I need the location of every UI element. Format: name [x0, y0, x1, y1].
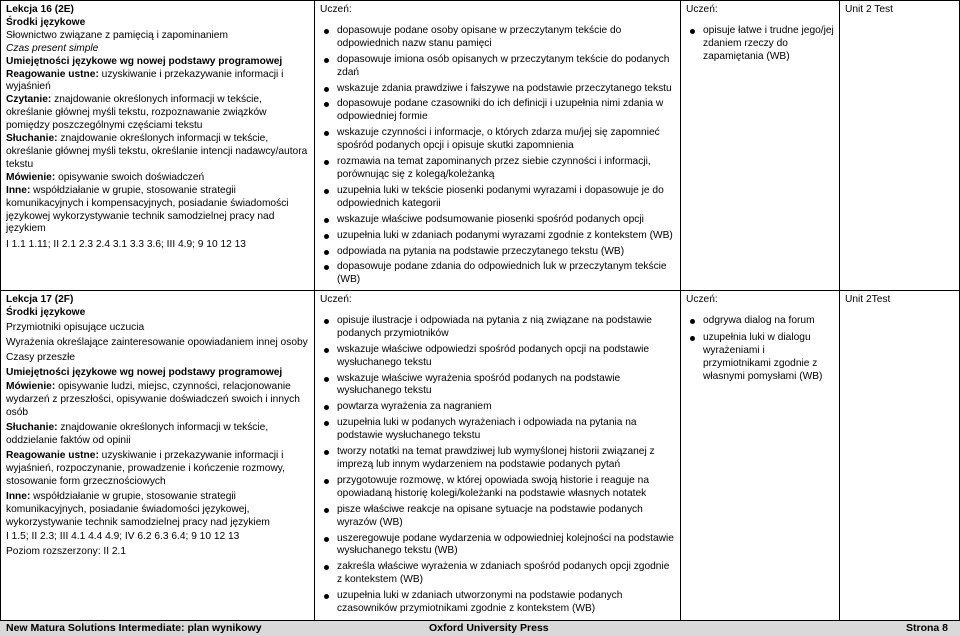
list-item: uszeregowuje podane wydarzenia w odpowiedniej kolejności na podstawie wysłuchanego tekstu (WB)	[320, 533, 675, 559]
list-item: odgrywa dialog na forum	[686, 315, 834, 328]
skill-label: Mówienie:	[6, 381, 56, 393]
list-item: uzupełnia luki w dialogu wyrażeniami i przymiotnikami zgodnie z własnymi pomysłami (WB)	[686, 332, 834, 384]
lesson-16-description	[1, 1, 314, 290]
section-heading: Środki językowe	[6, 16, 86, 28]
skill-label: Czytanie:	[6, 94, 52, 106]
skill-text: współdziałanie w grupie, stosowanie strategii komunikacyjnych, posiadanie świadomości językowej, wykorzystywanie technik samodzielnej pracy nad językiem	[6, 490, 270, 528]
skill-czytanie	[6, 94, 309, 133]
skill-mowienie	[6, 381, 309, 420]
language-item: Słownictwo związane z pamięcią i zapominaniem	[6, 29, 228, 41]
outcomes-list	[686, 315, 834, 384]
skill-reagowanie	[6, 69, 309, 95]
skill-label: Reagowanie ustne:	[6, 68, 99, 80]
skill-text: znajdowanie określonych informacji w tekście, oddzielanie faktów od opinii	[6, 422, 269, 447]
skill-inne	[6, 185, 309, 237]
skill-label: Mówienie:	[6, 171, 56, 183]
language-item: Przymiotniki opisujące uczucia	[6, 321, 145, 333]
list-item: dopasowuje podane zdania do odpowiednich luk w przeczytanym tekście (WB)	[320, 261, 675, 287]
lesson-16-basic-outcomes	[315, 1, 680, 290]
list-item: powtarza wyrażenia za nagraniem	[320, 401, 675, 414]
skill-label: Słuchanie:	[6, 422, 58, 434]
unit-test-label: Unit 2 Test	[845, 4, 893, 15]
lesson-16-assessment	[840, 1, 959, 290]
skill-sluchanie	[6, 422, 309, 448]
skill-text: znajdowanie określonych informacji w tekście, określanie głównej myśli tekstu, określanie intencji nadawcy/autora tekstu	[6, 133, 308, 170]
outcomes-list	[320, 315, 675, 616]
section-heading: Środki językowe	[6, 306, 86, 318]
language-item: Czasy przeszłe	[6, 351, 76, 363]
section-heading: Umiejętności językowe wg nowej podstawy programowej	[6, 55, 283, 67]
list-item: pisze właściwe reakcje na opisane sytuacje na podstawie podanych wyrazów (WB)	[320, 504, 675, 530]
list-item: wskazuje właściwe odpowiedzi spośród podanych opcji na podstawie wysłuchanego tekstu	[320, 344, 675, 370]
skill-text: opisywanie swoich doświadczeń	[55, 171, 205, 183]
skill-label: Inne:	[6, 184, 31, 196]
outcomes-list	[686, 25, 834, 64]
list-item: dopasowuje podane czasowniki do ich definicji i uzupełnia nimi zdania w odpowiedniej formie	[320, 98, 675, 124]
section-heading: Umiejętności językowe wg nowej podstawy programowej	[6, 366, 283, 378]
list-item: opisuje łatwe i trudne jego/jej zdaniem rzeczy do zapamiętania (WB)	[686, 25, 834, 64]
skill-text: współdziałanie w grupie, stosowanie strategii komunikacyjnych i kompensacyjnych, posiadanie świadomości językowej wykorzystywanie technik samodzielnej pracy nad językiem	[6, 184, 289, 235]
uczen-label: Uczeń:	[320, 294, 352, 305]
footer-title: New Matura Solutions Intermediate: plan wynikowy	[6, 622, 262, 634]
page-number: Strona 8	[905, 622, 948, 634]
outcomes-list	[320, 25, 675, 287]
skill-sluchanie	[6, 133, 309, 172]
list-item: wskazuje czynności i informacje, o których zdarza mu/jej się zapomnieć spośród podanych opcji i opisuje skutki zapomnienia	[320, 127, 675, 153]
skill-text: uzyskiwanie i przekazywanie informacji i wyjaśnień	[6, 68, 284, 93]
uczen-label: Uczeń:	[320, 4, 352, 15]
list-item: tworzy notatki na temat prawdziwej lub wymyślonej historii związanej z imprezą lub innym wydarzeniem na podstawie podanych pytań	[320, 446, 675, 472]
list-item: wskazuje właściwe podsumowanie piosenki spośród podanych opcji	[320, 214, 675, 227]
lesson-17-assessment	[840, 291, 959, 620]
uczen-label: Uczeń:	[686, 4, 718, 15]
list-item: przygotowuje rozmowę, w której opowiada swoją historie i reaguje na opowiadaną historię kolegi/koleżanki na podstawie własnych notatek	[320, 475, 675, 501]
list-item: uzupełnia luki w zdaniach utworzonymi na podstawie podanych czasowników przymiotnikami zgodnie z kontekstem (WB)	[320, 590, 675, 616]
list-item: uzupełnia luki w zdaniach podanymi wyrazami zgodnie z kontekstem (WB)	[320, 230, 675, 243]
list-item: uzupełnia luki w tekście piosenki podanymi wyrazami i dopasowuje je do odpowiednich kategorii	[320, 185, 675, 211]
list-item: odpowiada na pytania na podstawie przeczytanego tekstu (WB)	[320, 246, 675, 259]
list-item: dopasowuje podane osoby opisane w przeczytanym tekście do odpowiednich nazw stanu pamięci	[320, 25, 675, 51]
unit-test-label: Unit 2Test	[845, 294, 891, 305]
page-footer	[0, 620, 960, 636]
list-item: zakreśla właściwe wyrażenia w zdaniach spośród podanych opcji zgodnie z kontekstem (WB)	[320, 561, 675, 587]
skill-label: Inne:	[6, 490, 31, 502]
skill-mowienie	[6, 172, 309, 185]
list-item: opisuje ilustracje i odpowiada na pytania z nią związane na podstawie podanych przymiotników	[320, 315, 675, 341]
list-item: dopasowuje imiona osób opisanych w przeczytanym tekście do podanych zdań	[320, 54, 675, 80]
skill-text: uzyskiwanie i przekazywanie informacji i wyjaśnień, rozpoczynanie, prowadzenie i kończenie rozmowy, stosowanie form grzecznościowych	[6, 449, 285, 487]
curriculum-codes: I 1.1 1.11; II 2.1 2.3 2.4 3.1 3.3 3.6; III 4.9; 9 10 12 13	[6, 239, 246, 251]
skill-text: znajdowanie określonych informacji w tekście, określanie głównej myśli tekstu, rozpoznawanie związków pomiędzy poszczególnymi częściami tekstu	[6, 94, 267, 132]
lesson-17-extended-outcomes	[681, 291, 839, 620]
skill-text: opisywanie ludzi, miejsc, czynności, relacjonowanie wydarzeń z przeszłości, opisywanie doświadczeń swoich i innych osób	[6, 381, 300, 419]
list-item: rozmawia na temat zapominanych przez siebie czynności i informacji, porównując się z kolegą/koleżanką	[320, 156, 675, 182]
lesson-title: Lekcja 16 (2E)	[6, 4, 74, 15]
list-item: wskazuje zdania prawdziwe i fałszywe na podstawie przeczytanego tekstu	[320, 83, 675, 96]
uczen-label: Uczeń:	[686, 294, 718, 305]
footer-publisher: Oxford University Press	[429, 622, 549, 634]
language-item: Wyrażenia określające zainteresowanie opowiadaniem innej osoby	[6, 336, 308, 348]
skill-label: Słuchanie:	[6, 133, 58, 145]
skill-reagowanie	[6, 450, 309, 489]
list-item: uzupełnia luki w podanych wyrażeniach i odpowiada na pytania na podstawie wysłuchanego tekstu	[320, 417, 675, 443]
extended-level-codes: Poziom rozszerzony: II 2.1	[6, 546, 127, 558]
lesson-16-extended-outcomes	[681, 1, 839, 290]
lesson-17-description	[1, 291, 314, 620]
skill-inne	[6, 491, 309, 530]
lesson-17-basic-outcomes	[315, 291, 680, 620]
lesson-title: Lekcja 17 (2F)	[6, 294, 74, 305]
language-item: Czas present simple	[6, 42, 99, 54]
list-item: wskazuje właściwe wyrażenia spośród podanych na podstawie wysłuchanego tekstu	[320, 373, 675, 399]
curriculum-codes: I 1.5; II 2.3; III 4.1 4.4 4.9; IV 6.2 6.3 6.4; 9 10 12 13	[6, 531, 240, 543]
skill-label: Reagowanie ustne:	[6, 449, 99, 461]
